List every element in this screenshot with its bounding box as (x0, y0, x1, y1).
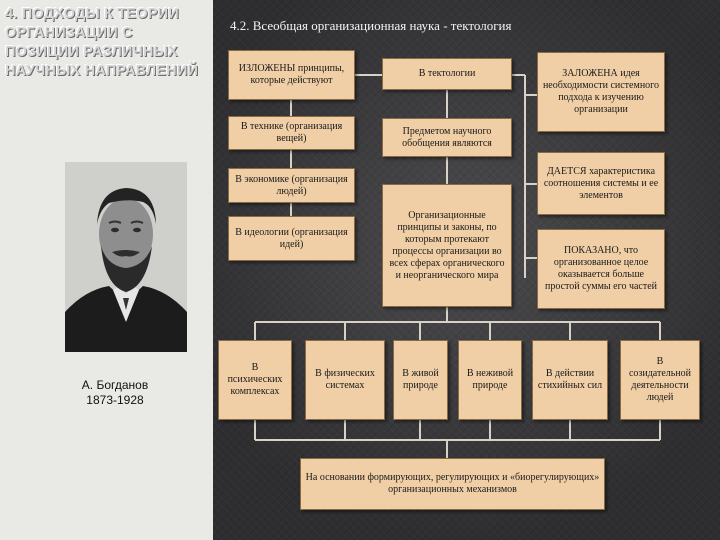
caption-name: А. Богданов (81, 378, 149, 392)
box-subject: Предметом научного обобщения являются (382, 118, 512, 157)
box-spontaneous-forces: В действии стихийных сил (532, 340, 608, 420)
box-creative-activity: В созидательной деятельности людей (620, 340, 700, 420)
diagram-subtitle: 4.2. Всеобщая организационная наука - тектология (230, 18, 512, 33)
box-economy: В экономике (организация людей) (228, 168, 355, 203)
caption-years: 1873-1928 (86, 393, 144, 407)
box-tectology: В тектологии (382, 58, 512, 90)
box-physical: В физических системах (305, 340, 385, 420)
box-whole-greater: ПОКАЗАНО, что организованное целое оказывается больше простой суммы его частей (537, 229, 665, 309)
box-characteristic: ДАЕТСЯ характеристика соотношения системы и ее элементов (537, 152, 665, 215)
box-principles: ИЗЛОЖЕНЫ принципы, которые действуют (228, 50, 355, 100)
box-mechanisms: На основании формирующих, регулирующих и «биорегулирующих» организационных механизмов (300, 458, 605, 510)
box-technology: В технике (организация вещей) (228, 116, 355, 150)
slide-title: 4. ПОДХОДЫ К ТЕОРИИ ОРГАНИЗАЦИИ С ПОЗИЦИИ РАЗЛИЧНЫХ НАУЧНЫХ НАПРАВЛЕНИЙ (5, 6, 199, 79)
box-ideology: В идеологии (организация идей) (228, 216, 355, 261)
box-psychic: В психических комплексах (218, 340, 292, 420)
box-inanimate-nature: В неживой природе (458, 340, 522, 420)
box-principles-laws: Организационные принципы и законы, по которым протекают процессы организации во всех сферах органического и неорганического мира (382, 184, 512, 307)
box-living-nature: В живой природе (393, 340, 448, 420)
box-systems-idea: ЗАЛОЖЕНА идея необходимости системного подхода к изучению организации (537, 52, 665, 132)
